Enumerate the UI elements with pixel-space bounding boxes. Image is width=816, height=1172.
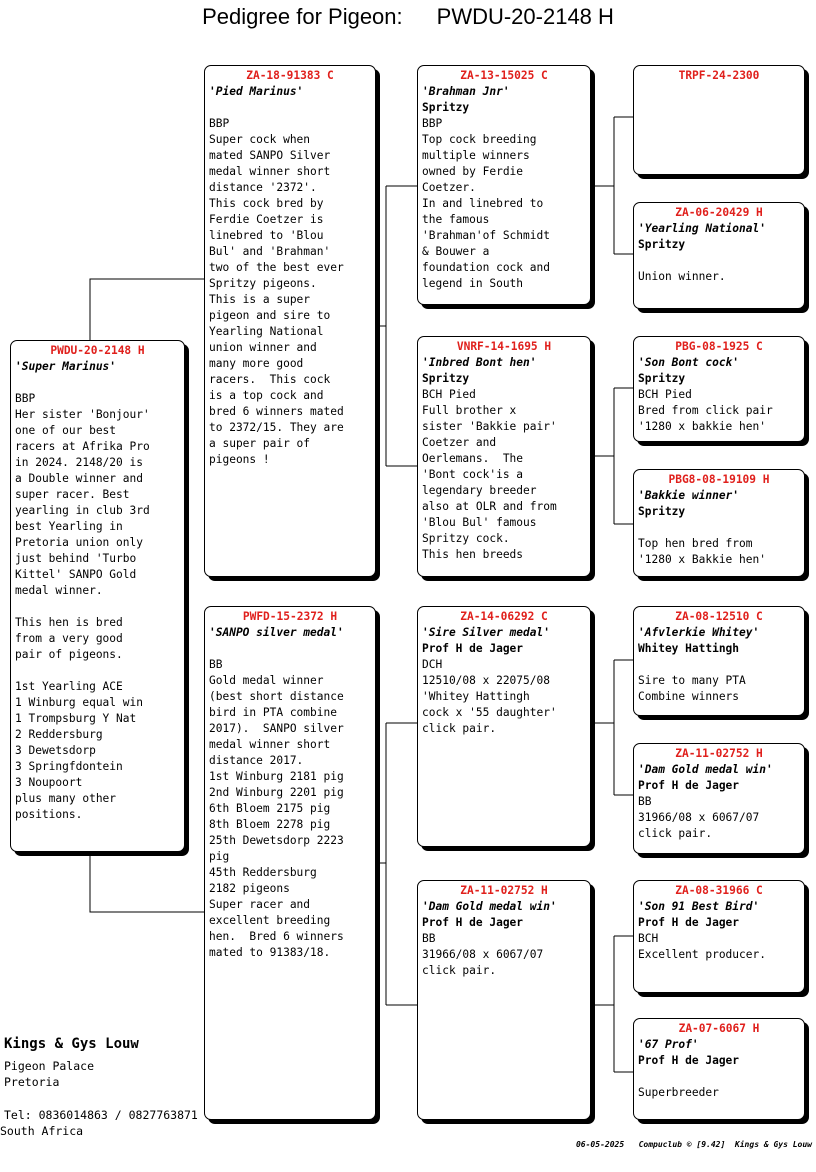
sds-name: 'Son Bont cock': [638, 356, 740, 369]
note-line: also at OLR and from: [422, 500, 557, 513]
note-line: 1st Yearling ACE: [15, 680, 123, 693]
note-line: BCH Pied: [638, 388, 692, 401]
dsd-name: 'Dam Gold medal win': [638, 763, 773, 776]
dss-card[interactable]: [633, 606, 805, 716]
note-line: This hen breeds: [422, 548, 524, 561]
dam-card[interactable]: [204, 606, 376, 1120]
dam-sire-card[interactable]: [417, 606, 591, 847]
note-line: 'Bont cock'is a: [422, 468, 524, 481]
note-line: racers. This cock: [209, 373, 331, 386]
note-line: [209, 100, 371, 116]
sire-dam-name: 'Inbred Bont hen': [422, 356, 537, 369]
note-line: from a very good: [15, 632, 123, 645]
subject-card[interactable]: [10, 340, 185, 852]
note-line: Bul' and 'Brahman': [209, 245, 331, 258]
subject-name: 'Super Marinus': [15, 360, 117, 373]
note-line: click pair.: [638, 827, 713, 840]
note-line: Kittel' SANPO Gold: [15, 568, 137, 581]
note-line: Ferdie Coetzer is: [209, 213, 324, 226]
sire-sire-breeder: Spritzy: [422, 101, 470, 114]
sire-dam-card[interactable]: [417, 336, 591, 577]
note-line: bred 6 winners mated: [209, 405, 344, 418]
note-line: foundation cock and: [422, 261, 550, 274]
note-line: Excellent producer.: [638, 948, 766, 961]
sds-ring: PBG-08-1925 C: [675, 340, 763, 353]
note-line: Coetzer.: [422, 181, 476, 194]
sire-sire-notes: [422, 116, 586, 292]
sire-sire-ring: ZA-13-15025 C: [460, 69, 548, 82]
ddd-breeder: Prof H de Jager: [638, 1054, 740, 1067]
owner-loft: [4, 1058, 94, 1090]
dds-notes: [638, 931, 800, 963]
note-line: BBP: [422, 117, 443, 130]
sire-ring: ZA-18-91383 C: [246, 69, 334, 82]
note-line: Bred from click pair: [638, 404, 773, 417]
note-line: pair of pigeons.: [15, 648, 123, 661]
dds-breeder: Prof H de Jager: [638, 916, 740, 929]
note-line: [638, 1069, 800, 1085]
note-line: owned by Ferdie: [422, 165, 524, 178]
note-line: In and linebred to: [422, 197, 544, 210]
note-line: many more good: [209, 357, 304, 370]
note-line: just behind 'Turbo: [15, 552, 137, 565]
ssd-ring: ZA-06-20429 H: [675, 206, 763, 219]
note-line: 45th Reddersburg: [209, 866, 317, 879]
note-line: two of the best ever: [209, 261, 344, 274]
note-line: Oerlemans. The: [422, 452, 524, 465]
dam-sire-breeder: Prof H de Jager: [422, 642, 524, 655]
note-line: distance 2017.: [209, 754, 304, 767]
ssd-notes: [638, 253, 800, 285]
dam-dam-breeder: Prof H de Jager: [422, 916, 524, 929]
note-line: medal winner short: [209, 738, 331, 751]
dss-ring: ZA-08-12510 C: [675, 610, 763, 623]
note-line: Spritzy cock.: [422, 532, 510, 545]
note-line: pig: [209, 850, 230, 863]
note-line: is a top cock and: [209, 389, 324, 402]
note-line: pigeon and sire to: [209, 309, 331, 322]
note-line: [15, 663, 180, 679]
note-line: '1280 x Bakkie hen': [638, 553, 766, 566]
ddd-name: '67 Prof': [638, 1038, 699, 1051]
note-line: linebred to 'Blou: [209, 229, 324, 242]
note-line: 2 Reddersburg: [15, 728, 103, 741]
note-line: multiple winners: [422, 149, 530, 162]
ssd-breeder: Spritzy: [638, 238, 686, 251]
note-line: 1 Winburg equal win: [15, 696, 143, 709]
dsd-notes: [638, 794, 800, 842]
owner-country: South Africa: [0, 1124, 84, 1138]
owner-line2: Pretoria: [4, 1075, 60, 1089]
owner-name: Kings & Gys Louw: [4, 1036, 139, 1052]
note-line: 'Blou Bul' famous: [422, 516, 537, 529]
note-line: plus many other: [15, 792, 117, 805]
owner-phone: Tel: 0836014863 / 0827763871: [4, 1108, 198, 1122]
note-line: BBP: [15, 392, 36, 405]
note-line: cock x '55 daughter': [422, 706, 557, 719]
note-line: DCH: [422, 658, 443, 671]
note-line: Full brother x: [422, 404, 517, 417]
sdd-ring: PBG8-08-19109 H: [668, 473, 770, 486]
note-line: bird in PTA combine: [209, 706, 337, 719]
note-line: 2182 pigeons: [209, 882, 290, 895]
note-line: Coetzer and: [422, 436, 497, 449]
sire-dam-ring: VNRF-14-1695 H: [456, 340, 552, 353]
note-line: 2nd Winburg 2201 pig: [209, 786, 344, 799]
note-line: Pretoria union only: [15, 536, 143, 549]
note-line: Sire to many PTA: [638, 674, 746, 687]
title-ring: PWDU-20-2148 H: [436, 4, 614, 29]
note-line: one of our best: [15, 424, 117, 437]
dam-dam-notes: [422, 931, 586, 979]
print-footer: 06-05-2025 Compuclub © [9.42] Kings & Gys Louw: [575, 1140, 812, 1149]
note-line: [209, 641, 371, 657]
note-line: Spritzy pigeons.: [209, 277, 317, 290]
dds-ring: ZA-08-31966 C: [675, 884, 763, 897]
sss-ring: TRPF-24-2300: [678, 69, 760, 82]
note-line: 3 Springfdontein: [15, 760, 123, 773]
ssd-card[interactable]: [633, 202, 805, 309]
note-line: distance '2372'.: [209, 181, 317, 194]
sire-dam-breeder: Spritzy: [422, 372, 470, 385]
note-line: This cock bred by: [209, 197, 324, 210]
dam-ring: PWFD-15-2372 H: [242, 610, 338, 623]
dds-name: 'Son 91 Best Bird': [638, 900, 760, 913]
sire-card[interactable]: [204, 65, 376, 577]
note-line: hen. Bred 6 winners: [209, 930, 344, 943]
sss-card[interactable]: [633, 65, 805, 175]
note-line: 31966/08 x 6067/07: [422, 948, 544, 961]
note-line: [638, 520, 800, 536]
note-line: 'Brahman'of Schmidt: [422, 229, 550, 242]
note-line: racers at Afrika Pro: [15, 440, 150, 453]
dss-notes: [638, 657, 800, 705]
note-line: 1st Winburg 2181 pig: [209, 770, 344, 783]
sdd-card[interactable]: [633, 469, 805, 577]
note-line: pigeons !: [209, 453, 270, 466]
note-line: Super racer and: [209, 898, 311, 911]
dss-breeder: Whitey Hattingh: [638, 642, 740, 655]
note-line: BB: [638, 795, 652, 808]
dam-name: 'SANPO silver medal': [209, 626, 344, 639]
note-line: to 2372/15. They are: [209, 421, 344, 434]
note-line: 8th Bloem 2278 pig: [209, 818, 331, 831]
note-line: legendary breeder: [422, 484, 537, 497]
note-line: click pair.: [422, 722, 497, 735]
dam-dam-ring: ZA-11-02752 H: [460, 884, 548, 897]
note-line: 'Whitey Hattingh: [422, 690, 530, 703]
sds-notes: [638, 387, 800, 435]
ssd-name: 'Yearling National': [638, 222, 766, 235]
note-line: '1280 x bakkie hen': [638, 420, 766, 433]
note-line: medal winner.: [15, 584, 103, 597]
subject-ring: PWDU-20-2148 H: [50, 344, 145, 357]
note-line: in 2024. 2148/20 is: [15, 456, 143, 469]
dam-sire-name: 'Sire Silver medal': [422, 626, 550, 639]
note-line: [15, 599, 180, 615]
note-line: mated to 91383/18.: [209, 946, 331, 959]
sds-card[interactable]: [633, 336, 805, 442]
sdd-notes: [638, 520, 800, 568]
note-line: yearling in club 3rd: [15, 504, 150, 517]
note-line: best Yearling in: [15, 520, 123, 533]
note-line: Yearling National: [209, 325, 324, 338]
note-line: Super cock when: [209, 133, 311, 146]
dsd-ring: ZA-11-02752 H: [675, 747, 763, 760]
note-line: sister 'Bakkie pair': [422, 420, 557, 433]
note-line: excellent breeding: [209, 914, 331, 927]
owner-line1: Pigeon Palace: [4, 1059, 95, 1073]
dsd-breeder: Prof H de Jager: [638, 779, 740, 792]
note-line: Her sister 'Bonjour': [15, 408, 150, 421]
note-line: This is a super: [209, 293, 311, 306]
note-line: This hen is bred: [15, 616, 123, 629]
subject-notes: [15, 375, 180, 823]
note-line: & Bouwer a: [422, 245, 490, 258]
note-line: [638, 657, 800, 673]
note-line: [638, 253, 800, 269]
sdd-name: 'Bakkie winner': [638, 489, 740, 502]
note-line: 2017). SANPO silver: [209, 722, 344, 735]
note-line: Union winner.: [638, 270, 726, 283]
note-line: 12510/08 x 22075/08: [422, 674, 550, 687]
note-line: click pair.: [422, 964, 497, 977]
ddd-ring: ZA-07-6067 H: [678, 1022, 760, 1035]
note-line: medal winner short: [209, 165, 331, 178]
note-line: BCH Pied: [422, 388, 476, 401]
note-line: a super pair of: [209, 437, 311, 450]
sdd-breeder: Spritzy: [638, 505, 686, 518]
note-line: 3 Noupoort: [15, 776, 83, 789]
ddd-notes: [638, 1069, 800, 1101]
sire-sire-card[interactable]: [417, 65, 591, 305]
note-line: BBP: [209, 117, 230, 130]
note-line: BB: [209, 658, 223, 671]
ddd-card[interactable]: [633, 1018, 805, 1120]
note-line: 31966/08 x 6067/07: [638, 811, 760, 824]
note-line: 1 Trompsburg Y Nat: [15, 712, 137, 725]
note-line: Top cock breeding: [422, 133, 537, 146]
note-line: BCH: [638, 932, 659, 945]
dss-name: 'Afvlerkie Whitey': [638, 626, 760, 639]
note-line: 25th Dewetsdorp 2223: [209, 834, 344, 847]
note-line: Gold medal winner: [209, 674, 324, 687]
dds-card[interactable]: [633, 880, 805, 993]
dam-notes: [209, 641, 371, 961]
note-line: Superbreeder: [638, 1086, 719, 1099]
note-line: a Double winner and: [15, 472, 143, 485]
sire-dam-notes: [422, 387, 586, 563]
dam-dam-name: 'Dam Gold medal win': [422, 900, 557, 913]
title-label: Pedigree for Pigeon:: [202, 4, 403, 29]
dam-dam-card[interactable]: [417, 880, 591, 1120]
note-line: BB: [422, 932, 436, 945]
dam-sire-notes: [422, 657, 586, 737]
sds-breeder: Spritzy: [638, 372, 686, 385]
note-line: 3 Dewetsdorp: [15, 744, 96, 757]
sire-sire-name: 'Brahman Jnr': [422, 85, 510, 98]
note-line: positions.: [15, 808, 83, 821]
note-line: the famous: [422, 213, 490, 226]
note-line: union winner and: [209, 341, 317, 354]
dsd-card[interactable]: [633, 743, 805, 854]
sire-name: 'Pied Marinus': [209, 85, 304, 98]
note-line: super racer. Best: [15, 488, 130, 501]
note-line: Top hen bred from: [638, 537, 753, 550]
sire-notes: [209, 100, 371, 468]
note-line: 6th Bloem 2175 pig: [209, 802, 331, 815]
note-line: (best short distance: [209, 690, 344, 703]
dam-sire-ring: ZA-14-06292 C: [460, 610, 548, 623]
note-line: [15, 375, 180, 391]
note-line: legend in South: [422, 277, 524, 290]
note-line: mated SANPO Silver: [209, 149, 331, 162]
note-line: Combine winners: [638, 690, 740, 703]
